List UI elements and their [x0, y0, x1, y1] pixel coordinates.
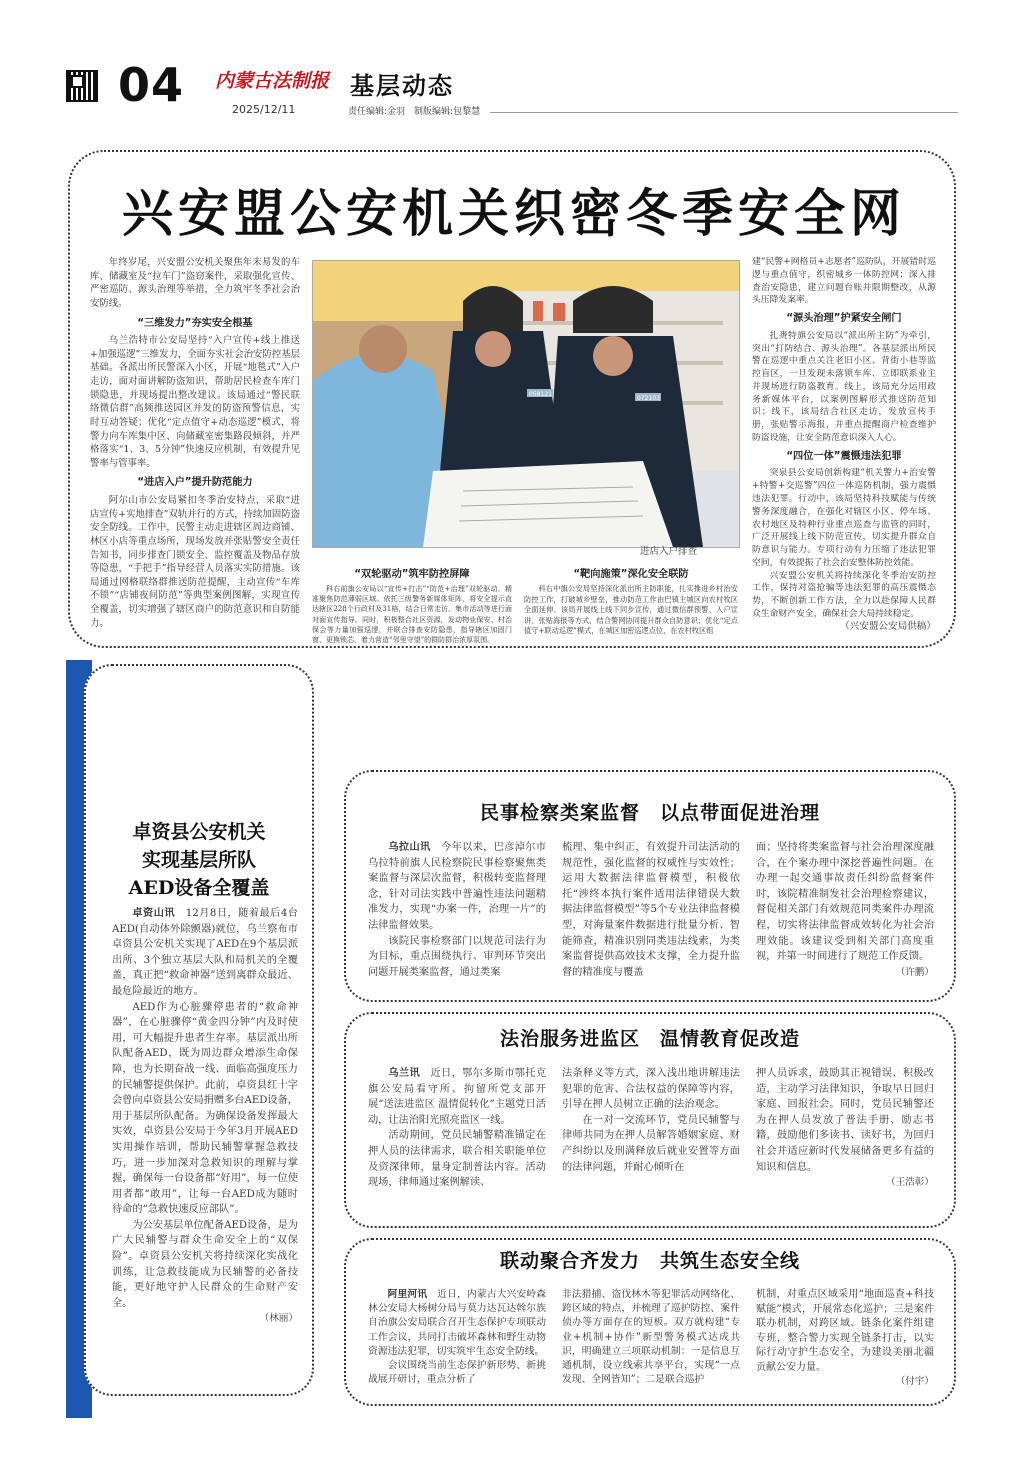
paragraph: 近日，鄂尔多斯市鄂托克旗公安局看守所、拘留所党支部开展“送法进监区 温情促转化”主题党日活动，让法治阳光照亮监区一线。: [368, 1068, 547, 1126]
paragraph: 科右中旗公安局坚持深化派出所主防职能，扎实推进乡村治安防控工作，打破城乡壁垒，推动防范工作由巴镇主城区向农村牧区全面延伸。该局开展线上线下同步宣传，通过微信群预警、入户宣讲、张贴海报等方式，结合警网协同提升群众自防意识；优化“定点值守+联动巡逻”模式，在城区加密巡逻点位，在农村牧区组: [524, 584, 738, 636]
sidebar-headline-line-2: 实现基层所队: [141, 849, 256, 871]
paragraph: 今年以来，巴彦淖尔市乌拉特前旗人民检察院民事检察聚焦类案监督与深层次监督，积极转变监督理念，针对司法实践中普遍性违法问题精准发力，实现“办案一件，治理一片”的法律监督效果。: [368, 842, 547, 931]
sidebar-credit: （林丽）: [259, 1313, 298, 1325]
subhead-6: “四位一体”震慑违法犯罪: [786, 450, 902, 462]
story-1-headline: 民事检察类案监督 以点带面促进治理: [479, 802, 820, 824]
photo-badge-1: 058121: [529, 391, 552, 398]
sidebar-headline: [96, 818, 302, 902]
paragraph: 面；坚持将类案监督与社会治理深度融合，在个案办理中深挖普遍性问题。在办理一起交通事故责任纠纷监督案件时，该院精准制发社会治理检察建议，督促相关部门有效规范同类案件办理流程，切实将法律监督成效转化为社会治理效能。该建议受到相关部门高度重视，并第一时间进行了规范工作反馈。: [756, 842, 934, 963]
subhead-5: “源头治理”护紧安全闸门: [786, 313, 902, 325]
story-3-col-3: [756, 1288, 934, 1390]
story-2-col-2: [562, 1066, 740, 1175]
dateline: 乌拉山讯: [388, 842, 431, 853]
paragraph: 为公安基层单位配备AED设备，是为广大民辅警与群众生命安全上的“双保险”。卓资县公安机关将持续深化实战化训练，让急救技能成为民辅警的必备技能，更好地守护人民群众的生命财产安全。: [112, 1219, 298, 1309]
subhead-2: “进店入户”提升防范能力: [137, 477, 253, 489]
paragraph: 建“民警+网格员+志愿者”巡防队，开展错时巡逻与重点值守，织密城乡一体防控网；深入排查治安隐患，建立问题台账并限期整改，从源头压降发案率。: [752, 257, 936, 306]
paragraph: 阿尔山市公安局紧扣冬季治安特点，采取“进店宣传+实地排查”双轨并行的方式，持续加固防盗安全防线。工作中，民警主动走进辖区周边商铺、林区小店等重点场所，现场发放并张贴警安全责任告知书，同步排查门锁安全、监控覆盖及物品存放等隐患，“手把手”指导经营人员落实实防措施。该局通过网格联络群推送防范提醒，主动宣传“车库不锁”“店铺夜间防范”等典型案例图解，实现宣传全覆盖，切实增强了辖区商户的防范意识和自防能力。: [90, 495, 300, 629]
paragraph: 近日，内蒙古大兴安岭森林公安局大杨树分局与莫力达瓦达斡尔族自治旗公安局联合召开生态保护专项联动工作会议，共同打击破坏森林和野生动物资源违法犯罪，切实筑牢生态安全防线。: [368, 1289, 547, 1357]
story-1-col-1: [368, 840, 546, 980]
photo-badge-2: 072103: [637, 395, 660, 402]
paragraph: 科右前旗公安局以“宣传+打击”“防范+治理”双轮驱动，精准聚焦防范薄弱区域。依托三级警务新媒体矩阵，将安全提示直达辖区228个行政村及31格，结合日常走访、集市活动等进行面对面宣传指导。同时，积极整合社区资源，发动物业保安、村治保会等力量加强巡逻，并联合排查安防隐患，指导辖区加固门窗、更换锁芯，着力营造“邻里守望”的群防群治浓厚氛围。: [312, 585, 512, 644]
story-2-col-3: [756, 1066, 934, 1191]
paragraph: 兴安盟公安机关将持续深化冬季治安防控工作，保持对盗抢骗等违法犯罪的高压震慑态势，不断创新工作方法，全力以赴保障人民群众生命财产安全，确保社会大局持续稳定。: [752, 570, 936, 619]
story-1-credit: （许鹏）: [895, 966, 934, 978]
subhead-4: “靶向施策”深化安全联防: [573, 569, 689, 580]
paragraph: 乌兰浩特市公安局坚持“入户宣传+线上推送+加强巡逻”三维发力，全面夯实社会治安防控基层基础。各派出所民警深入小区，开展“地毯式”入户走访，面对面讲解防盗知识，帮助居民检查车库门锁隐患，并现场提出整改建议。该局通过“警民联络微信群”高频推送园区并发的防盗预警信息，实时互动答疑；优化“定点值守+动态巡逻”模式，将警力向车库集中区、向储藏室密集路段倾斜，并严格落实“1、3、5分钟”快速反应机制，有效提升见警率与管事率。: [90, 335, 300, 469]
paragraph: AED作为心脏骤停患者的“救命神器”，在心脏骤停“黄金四分钟”内及时使用，可大幅提升患者生存率。基层派出所队配备AED，既为周边群众增添生命保障，也为长期奋战一线、面临高强度压力的民辅警提供保护。此前，卓资县红十字会曾向卓资县公安局捐赠多台AED设备，用于基层所队配备。为确保设备发挥最大实效，卓资县公安局于今年3月开展AED实用操作培训，帮助民辅警掌握急救技巧，进一步加深对急救知识的理解与掌握，确保每一台设备都“好用”，每一位使用者都“敢用”，让每一台AED成为随时待命的“急救快速反应部队”。: [112, 1001, 298, 1216]
page-number: 04: [118, 58, 185, 112]
story-2-col-1: [368, 1066, 546, 1191]
story-3-col-2: [562, 1288, 740, 1387]
intro-paragraph: 年终岁尾，兴安盟公安机关聚焦年末易发的车库、储藏室及“拉车门”盗窃案件，采取强化宣传、严密巡防、源头治理等举措，全力筑牢冬季社会治安防线。: [90, 257, 300, 309]
issue-date: 2025/12/11: [232, 103, 296, 116]
subhead-3: “双轮驱动”筑牢防控屏障: [354, 569, 470, 580]
story-1-col-3: [756, 840, 934, 980]
paragraph: 押人员诉求，鼓励其正视错误、积极改造，主动学习法律知识，争取早日回归家庭、回报社会。同时，党员民辅警还为在押人员发放了普法手册、励志书籍，鼓励他们多读书、读好书，为回归社会并适应新时代发展储备更多有益的知识和信息。: [756, 1068, 934, 1173]
story-1-col-2: [562, 840, 740, 980]
paragraph: 12月8日，随着最后4台AED(自动体外除颤器)就位，乌兰察布市卓资县公安机关实现了AED在9个基层派出所、3个独立基层大队和局机关的全覆盖，真正把“救命神器”送到离群众最近、最危险最近的地方。: [112, 908, 298, 997]
paragraph: 活动期间，党员民辅警精准锚定在押人员的法律需求，联合相关职能单位及资深律师，量身定制普法内容。活动现场，律师通过案例解读、: [368, 1130, 546, 1189]
photo-illustration: [313, 261, 739, 547]
paragraph: 在一对一交流环节，党员民辅警与律师共同为在押人员解答婚姻家庭、财产纠纷以及刑满释放后就业安置等方面的法律问题，并耐心倾听在: [562, 1114, 740, 1173]
article-column-1: [90, 256, 300, 630]
dateline: 阿里河讯: [387, 1289, 428, 1300]
story-2-headline: 法治服务进监区 温情教育促改造: [499, 1028, 800, 1050]
paragraph: 法条释义等方式，深入浅出地讲解违法犯罪的危害、合法权益的保障等内容，引导在押人员树立正确的法治观念。: [562, 1068, 740, 1111]
story-2-credit: （王浩彰）: [886, 1177, 934, 1189]
sidebar-headline-line-3: AED设备全覆盖: [128, 877, 270, 899]
article-column-4: [752, 256, 936, 633]
paragraph: 该院民事检察部门以规范司法行为为目标，重点围绕执行、审判环节突出问题开展类案监督，通过类案: [368, 935, 546, 978]
paragraph: 会议围绕当前生态保护新形势、新挑战展开研讨，重点分析了: [368, 1360, 546, 1386]
paper-logo: 内蒙古法制报: [215, 70, 330, 92]
sidebar-body: [112, 906, 298, 1327]
article-credit: （兴安盟公安局供稿）: [840, 620, 936, 632]
paragraph: 非法猎捕、盗伐林木等犯罪活动网络化、跨区域的特点，并梳理了巡护防控、案件侦办等方面存在的短板。双方就构建“专业+机制+协作”新型警务模式达成共识，明确建立三项联动机制：一是信息互通机制，设立线索共享平台，实现“一点发现、全网皆知”；二是联合巡护: [562, 1289, 740, 1386]
section-title: 基层动态: [350, 71, 454, 100]
paragraph: 机制，对重点区域采用“地面巡查+科技赋能”模式，开展常态化巡护；三是案件联办机制，对跨区域、链条化案件组建专班，整合警力实现全链条打击，以实际行动守护生态安全，为建设美丽北疆贡献公安力量。: [756, 1289, 934, 1373]
sidebar-headline-line-1: 卓资县公安机关: [132, 821, 266, 843]
story-3-col-1: [368, 1288, 546, 1387]
paragraph: 突泉县公安局创新构建“机关警力+治安警+特警+交巡警”四位一体巡防机制，强力震慑违法犯罪。行动中，该局坚持科技赋能与传统警务深度融合，在强化对辖区小区、停车场、农村地区及特种行业重点巡查与监管的同时，广泛开展线上线下防范宣传，切实提升群众自防意识与能力。专项行动有力压缩了违法犯罪空间，有效提振了社会治安整体防控效能。: [752, 468, 936, 568]
qr-code: [66, 70, 98, 102]
article-column-2: [312, 564, 512, 645]
news-photo: [312, 260, 740, 548]
photo-caption: 进店入户排查: [640, 546, 698, 557]
editors-line: 责任编辑:金羽 制版编辑:包黎慧: [348, 107, 481, 117]
header-rule: [490, 112, 958, 113]
dateline: 卓资山讯: [132, 908, 176, 919]
dateline: 乌兰讯: [388, 1068, 420, 1079]
main-headline: 兴安盟公安机关织密冬季安全网: [121, 184, 906, 244]
article-column-3: [524, 564, 738, 637]
paragraph: 扎赉特旗公安局以“派出所主防”为牵引，突出“打防结合、源头治理”。各基层派出所民警在巡逻中重点关注老旧小区、背街小巷等监控盲区，一旦发现未落锁车库、立即联系业主并现场进行防盗教育。线上，该局充分运用政务新媒体平台，以案例图解形式推送防范知识；线下，该局结合社区走访，发放宣传手册，张贴警示海报，并重点提醒商户检查维护防盗设施，让安全防范意识深入人心。: [752, 330, 936, 443]
paragraph: 梳理、集中纠正，有效提升司法活动的规范性，强化监督的权威性与实效性；运用大数据法律监督模型，积极依托“涉终本执行案件适用法律错误大数据法律监督模型”等5个专业法律监督模型，对海量案件数据进行批量分析、智能筛查，精准识别同类违法线索，为类案监督提供高效技术支撑，全力提升监督的精准度与覆盖: [562, 842, 740, 978]
story-3-headline: 联动聚合齐发力 共筑生态安全线: [499, 1250, 800, 1272]
story-3-credit: （付宇）: [895, 1376, 934, 1387]
subhead-1: “三维发力”夯实安全根基: [137, 317, 253, 329]
